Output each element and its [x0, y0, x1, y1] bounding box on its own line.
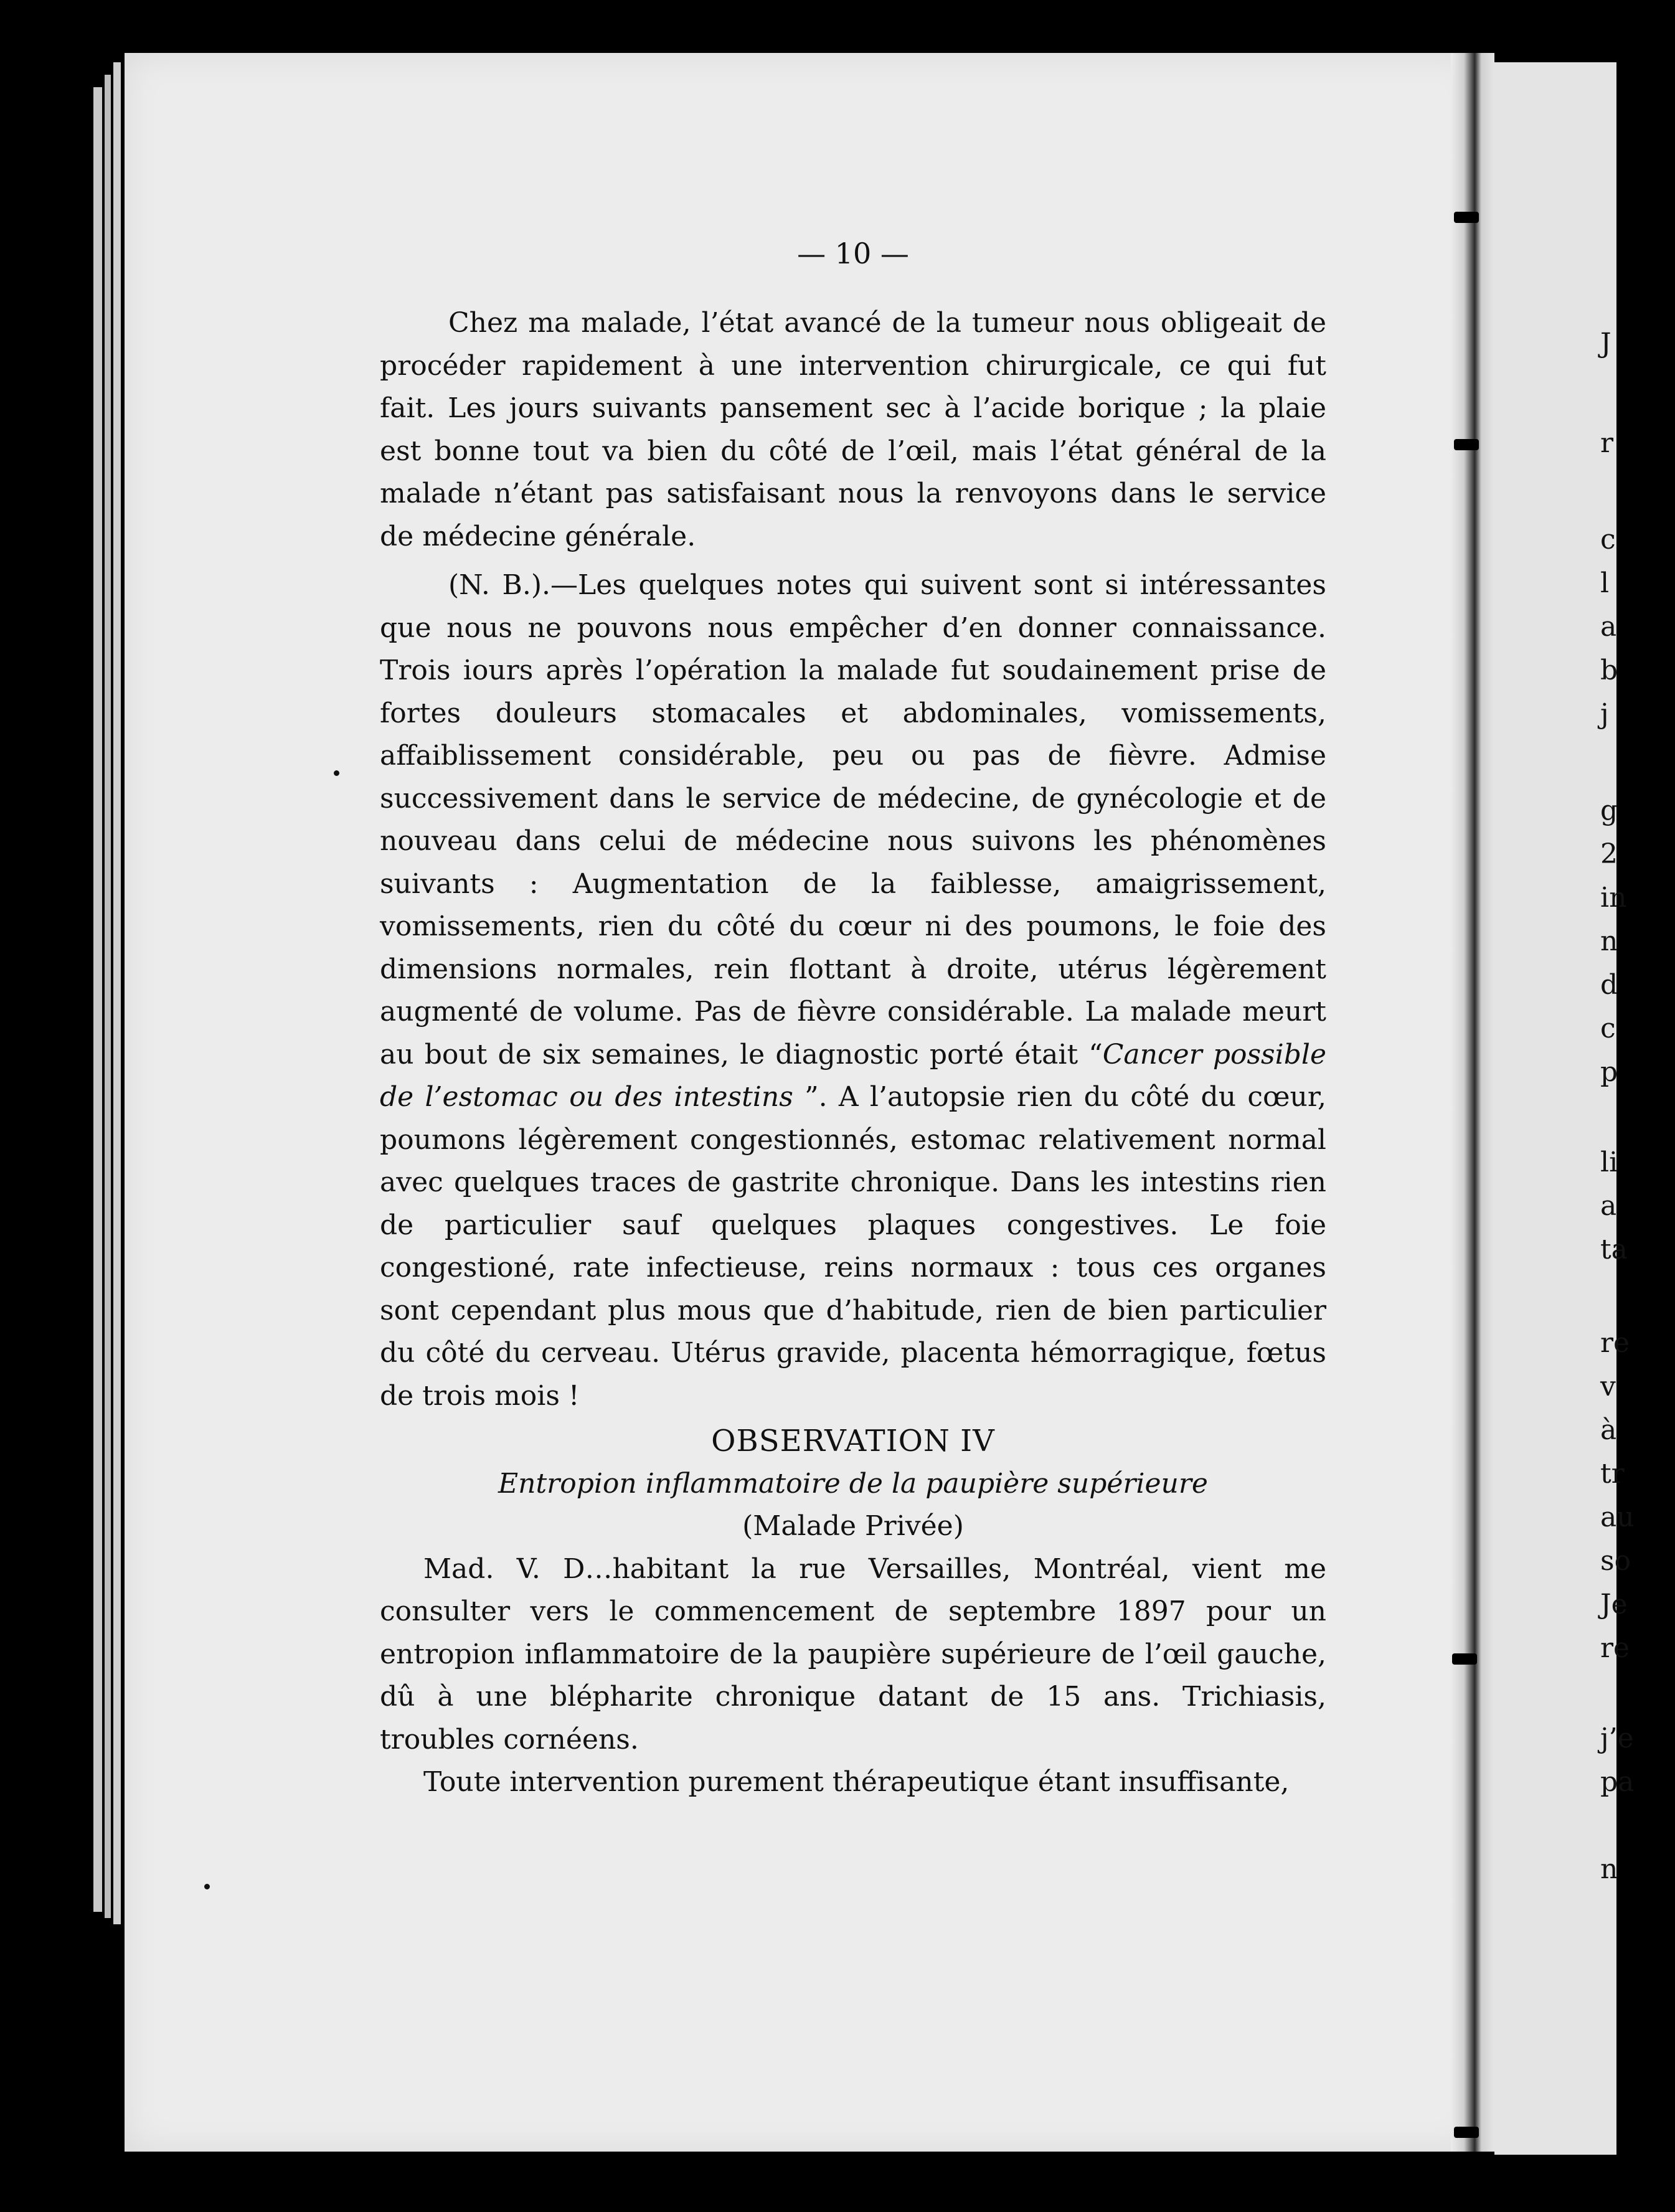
- facing-fragment: r: [1600, 427, 1614, 459]
- facing-fragment: li: [1600, 1146, 1618, 1178]
- facing-fragment: so: [1600, 1545, 1631, 1577]
- paragraph-continued: Toute intervention purement thérapeutique étant insuffisante,: [423, 1766, 1290, 1798]
- facing-fragment: ta: [1600, 1234, 1628, 1265]
- facing-page-edge: [1494, 62, 1635, 2155]
- paragraph-intro: Chez ma malade, l’état avancé de la tumeur nous obligeait de procéder rapidement à une intervention chirurgicale, ce qui fut fait. Les jours suivants pansement sec à l’acide borique ; la plaie est bonne tout va bien du côté de l’œil, mais l’état général de la malade n’étant pas satisfaisant nous la renvoyons dans le service de médecine générale.: [380, 307, 1326, 552]
- book-binding: [1451, 53, 1494, 2152]
- facing-fragment: b: [1600, 655, 1618, 686]
- facing-fragment: j: [1600, 698, 1609, 730]
- facing-fragment: 2: [1600, 838, 1618, 870]
- ink-speck: [334, 770, 339, 776]
- facing-fragment: g: [1600, 795, 1618, 826]
- facing-fragment: c: [1600, 1013, 1616, 1044]
- facing-fragment: a: [1600, 611, 1617, 643]
- facing-fragment: re: [1600, 1327, 1630, 1359]
- facing-fragment: in: [1600, 882, 1627, 914]
- binding-notch: [1454, 212, 1479, 223]
- observation-note: (Malade Privée): [742, 1510, 964, 1542]
- facing-fragment: n: [1600, 1853, 1618, 1885]
- binding-notch: [1454, 439, 1479, 450]
- paragraph-note: [380, 564, 1326, 1417]
- page-stack-edge: [113, 62, 121, 1924]
- facing-fragment: au: [1600, 1501, 1635, 1533]
- page-stack-edge: [93, 87, 102, 1912]
- facing-fragment: a: [1600, 1190, 1617, 1222]
- facing-fragment: l: [1600, 567, 1610, 599]
- facing-fragment: à: [1600, 1414, 1617, 1446]
- paragraph-case: Mad. V. D…habitant la rue Versailles, Montréal, vient me consulter vers le commencement de septembre 1897 pour un entropion inflammatoire de la paupière supérieure de l’œil gauche, dû à une blépharite chronique datant de 15 ans. Trichiasis, troubles cornéens.: [380, 1553, 1326, 1756]
- page-stack-edge: [105, 75, 111, 1918]
- facing-fragment: re: [1600, 1632, 1630, 1664]
- note-text-a: (N. B.).—Les quelques notes qui suivent sont si intéressantes que nous ne pouvons nous empêcher d’en donner connaissance. Trois iours après l’opération la malade fut soudainement prise de fortes douleurs stomacales et abdominales, vomissements, affaiblissement considérable, peu ou pas de fièvre. Admise successivement dans le service de médecine, de gynécologie et de nouveau dans celui de médecine nous suivons les phénomènes suivants : Augmentation de la faiblesse, amaigrissement, vomissements, rien du côté du cœur ni des poumons, le foie des dimensions normales, rein flottant à droite, utérus légèrement augmenté de volume. Pas de fièvre considérable. La malade meurt au bout de six semaines, le diagnostic porté était “: [380, 569, 1326, 1071]
- ink-speck: [204, 1884, 210, 1889]
- facing-fragment: d: [1600, 969, 1618, 1001]
- observation-subtitle: Entropion inflammatoire de la paupière supérieure: [498, 1467, 1208, 1500]
- binding-notch: [1452, 1653, 1477, 1665]
- body-text: [380, 302, 1326, 1804]
- facing-fragment: j’e: [1600, 1723, 1634, 1754]
- observation-heading: OBSERVATION IV: [711, 1424, 995, 1458]
- facing-fragment: c: [1600, 524, 1616, 555]
- facing-fragment: pa: [1600, 1766, 1635, 1798]
- facing-fragment: n: [1600, 925, 1618, 957]
- facing-fragment: v: [1600, 1371, 1616, 1402]
- facing-fragment: p: [1600, 1056, 1618, 1088]
- facing-fragment: Je: [1600, 1589, 1628, 1620]
- page-number: — 10 —: [797, 237, 909, 270]
- note-diagnosis: Cancer possible de l’estomac ou des intestins: [380, 1038, 1326, 1113]
- binding-notch: [1454, 2127, 1479, 2138]
- note-text-b: ”. A l’autopsie rien du côté du cœur, poumons légèrement congestionnés, estomac relativement normal avec quelques traces de gastrite chronique. Dans les intestins rien de particulier sauf quelques plaques congestives. Le foie congestioné, rate infectieuse, reins normaux : tous ces organes sont cependant plus mous que d’habitude, rien de bien particulier du côté du cerveau. Utérus gravide, placenta hémorragique, fœtus de trois mois !: [380, 1081, 1327, 1412]
- facing-fragment: tr: [1600, 1458, 1625, 1490]
- facing-fragment: J: [1600, 328, 1611, 359]
